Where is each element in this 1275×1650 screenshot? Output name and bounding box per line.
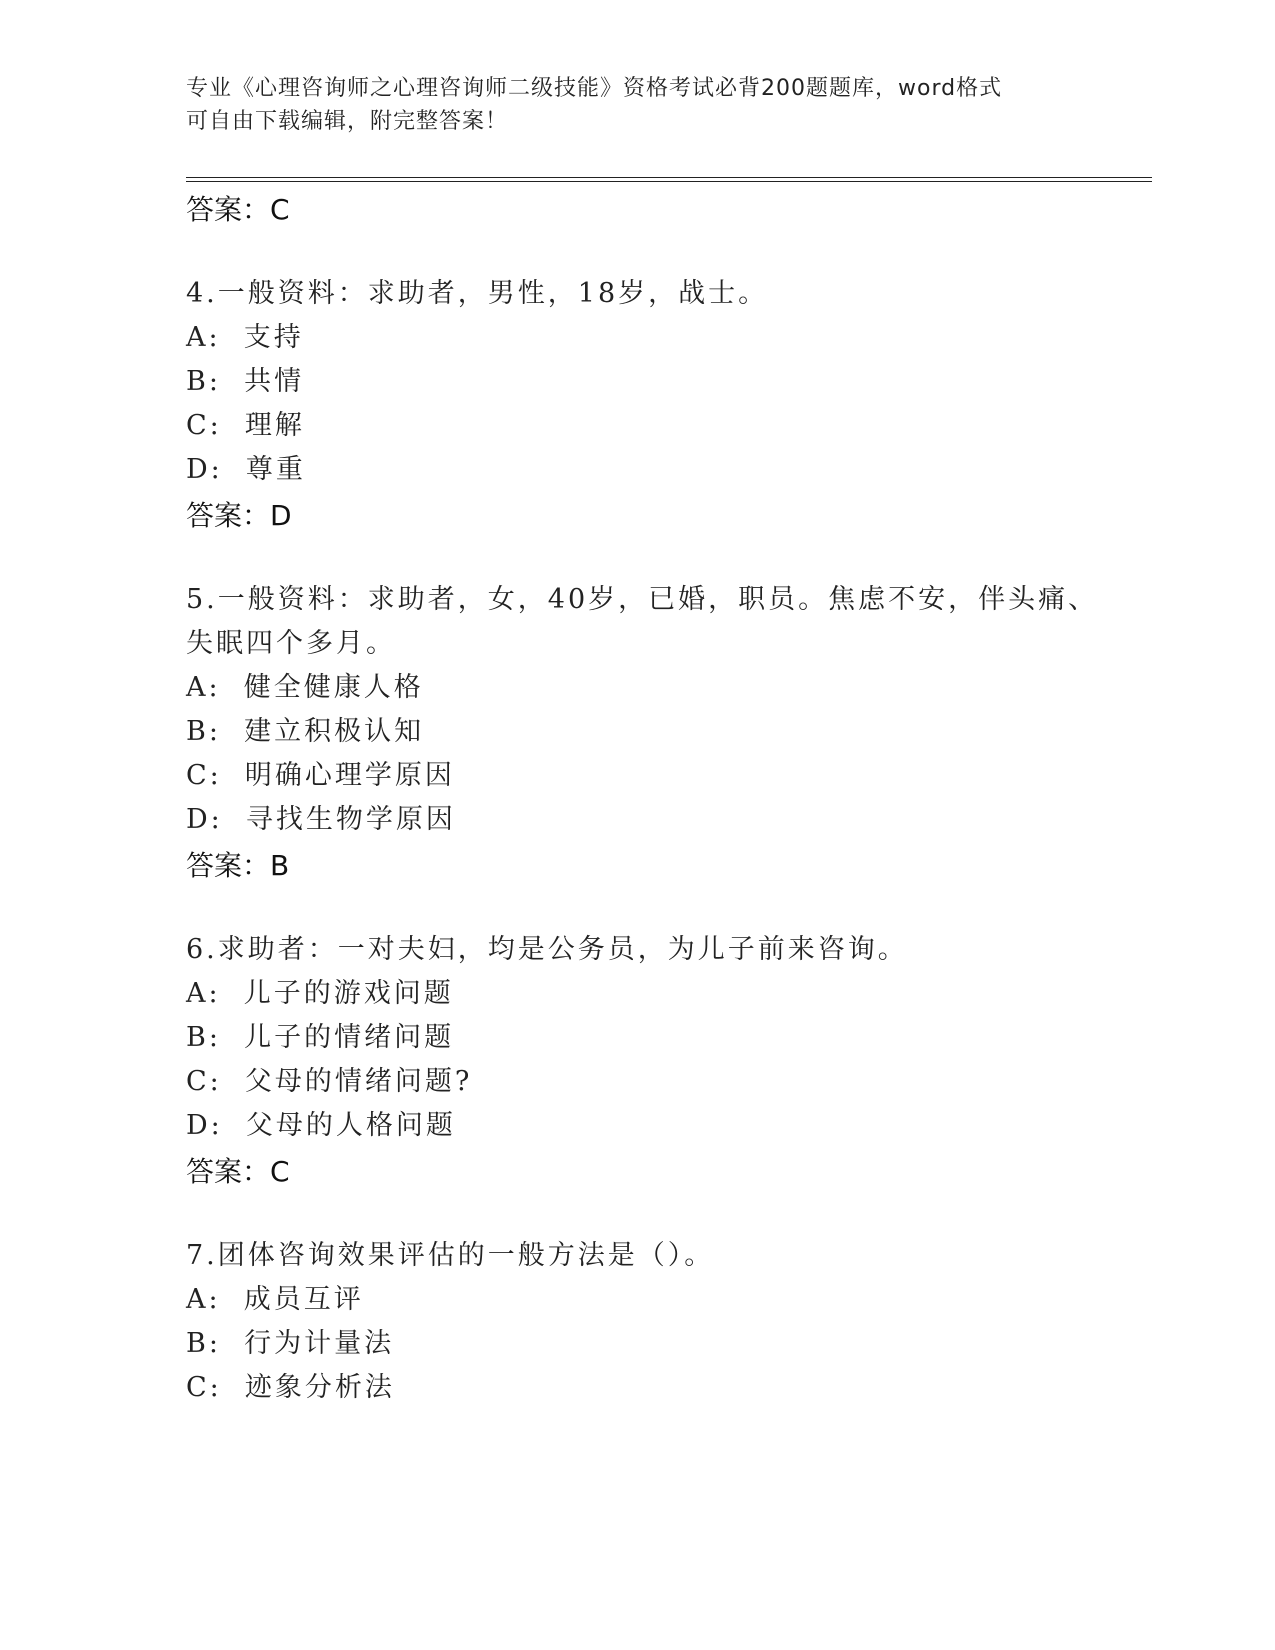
question-4-answer: 答案：D (186, 499, 292, 532)
question-4-option-a: A: 支持 (186, 322, 304, 353)
question-6-answer: 答案：C (186, 1155, 290, 1188)
question-7-option-a: A: 成员互评 (186, 1284, 364, 1315)
question-7-option-c: C: 迹象分析法 (186, 1372, 395, 1403)
question-6-option-c: C: 父母的情绪问题? (186, 1066, 473, 1097)
question-6-text: 6.求助者：一对夫妇，均是公务员，为儿子前来咨询。 (186, 934, 908, 965)
question-4-option-d: D: 尊重 (186, 454, 306, 485)
header-line-2: 可自由下载编辑，附完整答案！ (186, 109, 509, 134)
question-6-option-b: B: 儿子的情绪问题 (186, 1022, 455, 1053)
question-5-option-c: C: 明确心理学原因 (186, 760, 455, 791)
answer-label-prev: 答案：C (186, 193, 290, 226)
question-6-option-a: A: 儿子的游戏问题 (186, 978, 454, 1009)
question-5-option-b: B: 建立积极认知 (186, 716, 425, 747)
header-divider-top (186, 177, 1152, 178)
document-header (186, 72, 1086, 138)
question-5-option-d: D: 寻找生物学原因 (186, 804, 456, 835)
question-5-text-line-2: 失眠四个多月。 (186, 628, 396, 659)
header-divider-bottom (186, 181, 1152, 182)
question-7-option-b: B: 行为计量法 (186, 1328, 395, 1359)
question-5-text-line-1: 5.一般资料：求助者，女，40岁，已婚，职员。焦虑不安，伴头痛、 (186, 584, 1099, 615)
question-4-text: 4.一般资料：求助者，男性，18岁，战士。 (186, 278, 769, 309)
question-5-option-a: A: 健全健康人格 (186, 672, 424, 703)
header-line-1: 专业《心理咨询师之心理咨询师二级技能》资格考试必背200题题库，word格式 (186, 76, 1003, 101)
question-7-text: 7.团体咨询效果评估的一般方法是（）。 (186, 1240, 715, 1271)
question-4-option-c: C: 理解 (186, 410, 305, 441)
question-4-option-b: B: 共情 (186, 366, 305, 397)
question-5-answer: 答案：B (186, 849, 290, 882)
question-6-option-d: D: 父母的人格问题 (186, 1110, 456, 1141)
